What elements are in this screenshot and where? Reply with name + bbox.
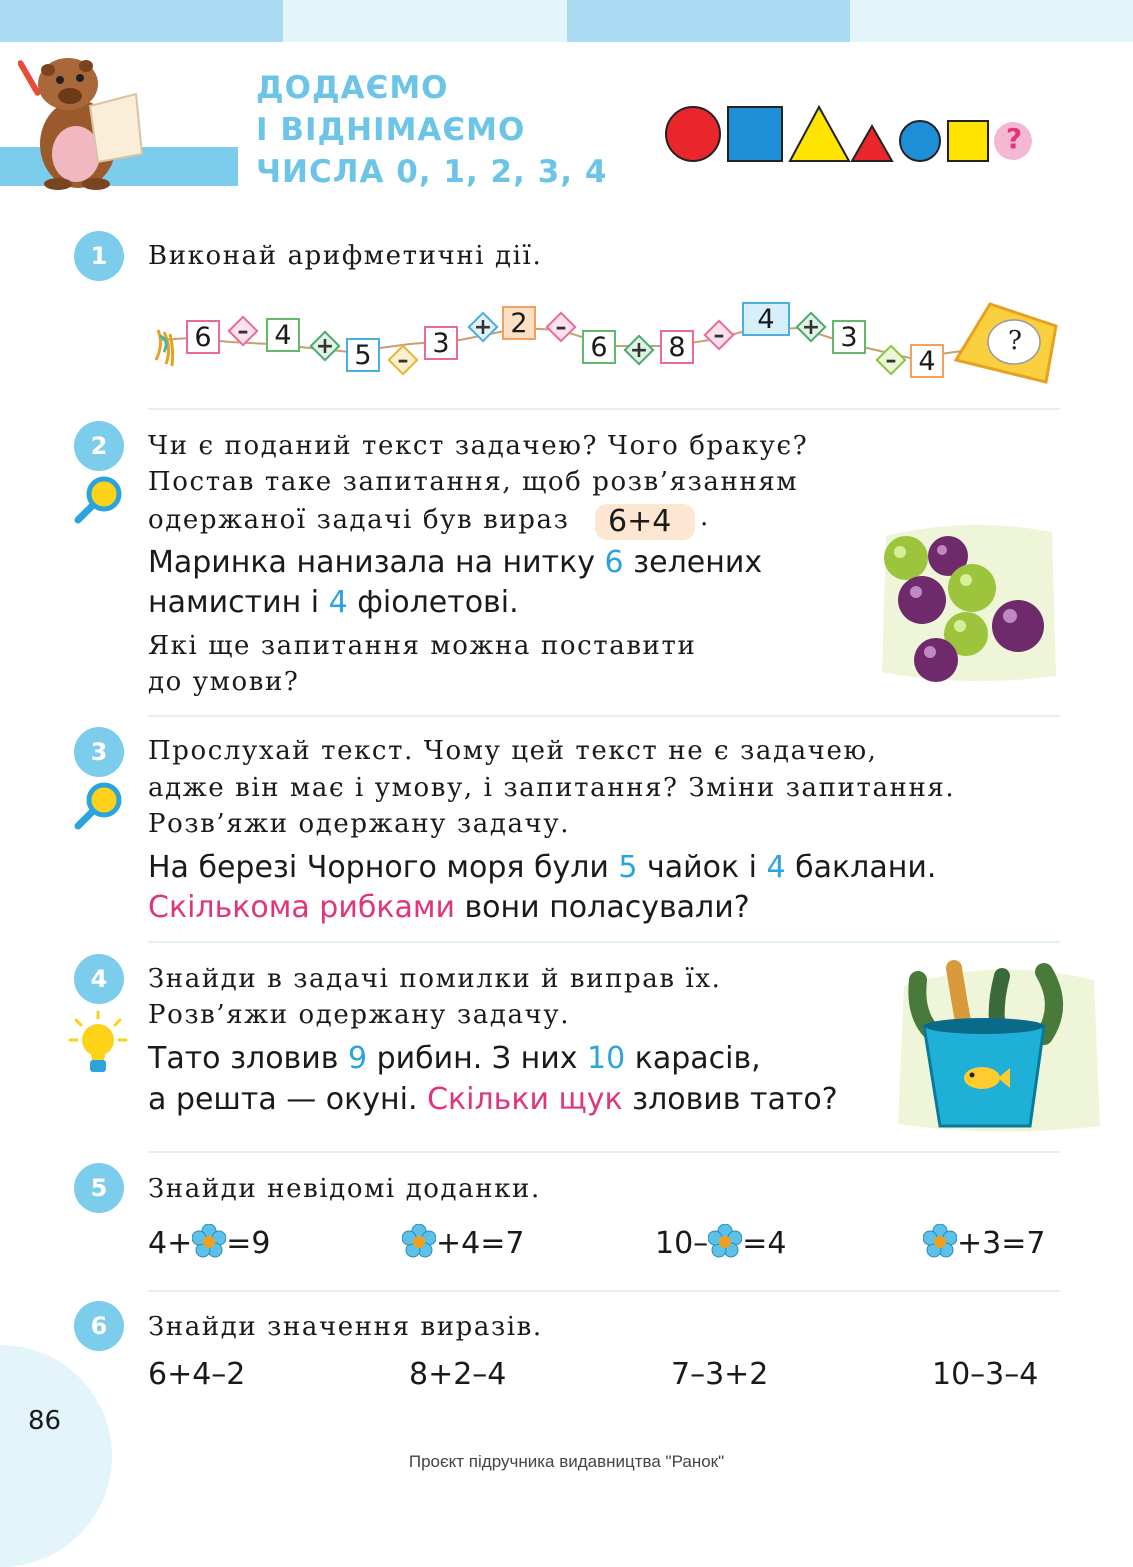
header-stripe-3	[567, 0, 850, 42]
chain-sign-4: +	[473, 314, 493, 340]
separator-2	[148, 715, 1060, 717]
question-mark-icon: ?	[1005, 122, 1023, 155]
chain-number-1: 6	[186, 320, 220, 354]
task2-instruction-line-2: Постав таке запитання, щоб розв’язанням	[148, 467, 799, 497]
task2-instruction-line-3: одержаної задачі був вираз	[148, 505, 570, 535]
chain-sign-6: +	[629, 337, 649, 363]
header-stripe-2	[283, 0, 567, 42]
task2-number-6: 6	[604, 545, 624, 580]
task4-number-9: 9	[347, 1041, 368, 1076]
task3-question-highlight: Скількома рибками	[148, 890, 455, 925]
task4-story-line-1: Тато зловив 9 рибин. З них 10 карасів,	[148, 1041, 761, 1076]
flower-icon	[708, 1224, 742, 1258]
expression-4: 10–3–4	[932, 1357, 1039, 1392]
equation-4: +3=7	[923, 1224, 1045, 1261]
chain-sign-2: +	[315, 333, 335, 359]
task-number-5: 5	[74, 1163, 124, 1213]
task3-story-line-2: Скількома рибками вони поласували?	[148, 890, 750, 925]
blue-square-shape	[728, 107, 782, 161]
chain-number-4: 3	[424, 326, 458, 360]
fish-bucket-illustration	[894, 956, 1104, 1136]
magnifier-icon	[70, 780, 124, 834]
chain-sign-7: –	[713, 322, 725, 348]
task3-instruction-line-1: Прослухай текст. Чому цей текст не є задачею,	[148, 736, 878, 766]
task2-question-line-2: до умови?	[148, 667, 300, 697]
task2-instruction-line-1: Чи є поданий текст задачею? Чого бракує?	[148, 431, 809, 461]
task3-number-5: 5	[618, 850, 638, 885]
task3-instruction-line-2: адже він має і умову, і запитання? Зміни запитання.	[148, 773, 956, 803]
chain-number-3: 5	[346, 338, 380, 372]
header-stripe-1	[0, 0, 283, 42]
chain-number-2: 4	[266, 318, 300, 352]
red-circle-shape	[666, 107, 720, 161]
red-triangle-shape	[852, 126, 892, 161]
yellow-square-shape	[948, 121, 988, 161]
task3-number-4: 4	[766, 850, 786, 885]
expression-3: 7–3+2	[671, 1357, 769, 1392]
chain-number-6: 6	[582, 330, 616, 364]
task4-instruction-line-1: Знайди в задачі помилки й виправ їх.	[148, 964, 722, 994]
task-number-4: 4	[74, 954, 124, 1004]
separator-4	[148, 1151, 1060, 1153]
page-title-line-1: ДОДАЄМО	[256, 70, 449, 106]
chain-sign-5: –	[555, 314, 567, 340]
task1-instruction: Виконай арифметичні дії.	[148, 241, 543, 271]
shapes-sequence	[664, 104, 1044, 164]
task-number-1: 1	[74, 231, 124, 281]
separator-3	[148, 941, 1060, 943]
chain-sign-9: –	[885, 347, 897, 373]
task-number-3: 3	[74, 727, 124, 777]
equation-3: 10– =4	[655, 1226, 787, 1261]
chain-sign-3: –	[397, 347, 409, 373]
task2-question-line-1: Які ще запитання можна поставити	[148, 631, 697, 661]
chain-number-9: 3	[832, 320, 866, 354]
chain-sign-1: –	[237, 318, 249, 344]
chain-number-5: 2	[502, 306, 536, 340]
task2-number-4: 4	[328, 585, 348, 620]
task6-instruction: Знайди значення виразів.	[148, 1312, 543, 1342]
page-title-line-2: І ВІДНІМАЄМО	[256, 112, 526, 148]
flower-icon	[923, 1224, 957, 1258]
page-number: 86	[28, 1406, 62, 1436]
magnifier-icon	[70, 474, 124, 528]
equation-2: +4=7	[402, 1224, 524, 1261]
publisher-credit: Проєкт підручника видавництва "Ранок"	[408, 1452, 725, 1471]
task3-instruction-line-3: Розв’яжи одержану задачу.	[148, 809, 571, 839]
header-stripe-4	[850, 0, 1133, 42]
task2-story-line-2: намистин і 4 фіолетові.	[148, 585, 519, 620]
yellow-triangle-shape	[790, 107, 849, 161]
flower-icon	[402, 1224, 436, 1258]
task2-period: .	[700, 502, 709, 532]
chain-number-8: 4	[742, 302, 790, 336]
task4-instruction-line-2: Розв’яжи одержану задачу.	[148, 1000, 571, 1030]
flower-icon	[192, 1224, 226, 1258]
page-title-line-3: ЧИСЛА 0, 1, 2, 3, 4	[256, 154, 608, 190]
blue-circle-shape	[900, 121, 940, 161]
task-number-6: 6	[74, 1301, 124, 1351]
task2-story-line-1: Маринка нанизала на нитку 6 зелених	[148, 545, 763, 580]
chain-number-10: 4	[910, 344, 944, 378]
task-number-2: 2	[74, 421, 124, 471]
task5-instruction: Знайди невідомі доданки.	[148, 1174, 541, 1204]
task2-expression: 6+4	[608, 504, 672, 539]
expression-1: 6+4–2	[148, 1357, 246, 1392]
beads-illustration	[876, 516, 1060, 688]
chain-number-7: 8	[660, 330, 694, 364]
task4-story-line-2: а решта — окуні. Скільки щук зловив тато?	[148, 1082, 838, 1117]
capybara-mascot-illustration	[18, 44, 148, 190]
equation-1: 4+ =9	[148, 1226, 271, 1261]
task4-number-10: 10	[586, 1041, 626, 1076]
separator-5	[148, 1290, 1060, 1292]
lightbulb-icon	[68, 1010, 128, 1078]
expression-2: 8+2–4	[409, 1357, 507, 1392]
separator-1	[148, 408, 1060, 410]
kite-question-mark: ?	[1008, 326, 1022, 356]
task3-story-line-1: На березі Чорного моря були 5 чайок і 4 баклани.	[148, 850, 937, 885]
task4-question-highlight: Скільки щук	[427, 1082, 623, 1117]
chain-sign-8: +	[801, 314, 821, 340]
